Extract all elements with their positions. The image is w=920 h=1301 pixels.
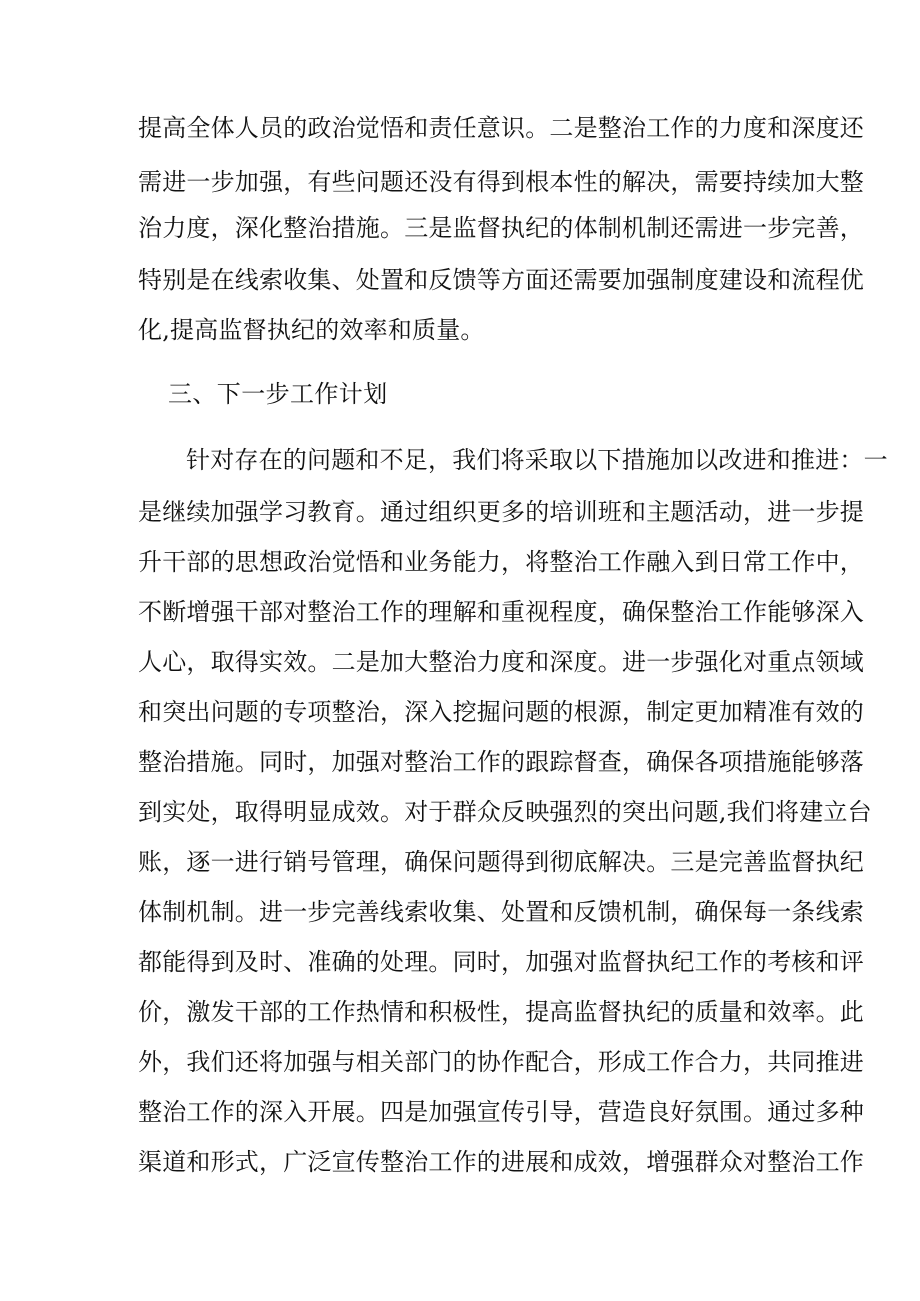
paragraph-1-line-5: 化,提高监督执纪的效率和质量。 (138, 316, 485, 344)
paragraph-1-line-3: 治力度，深化整治措施。三是监督执纪的体制机制还需进一步完善， (138, 214, 864, 242)
paragraph-2-line-12: 价，激发干部的工作热情和积极性，提高监督执纪的质量和效率。此 (138, 998, 864, 1026)
paragraph-2-line-4: 不断增强干部对整治工作的理解和重视程度，确保整治工作能够深入 (138, 598, 864, 626)
paragraph-2-line-5: 人心，取得实效。二是加大整治力度和深度。进一步强化对重点领域 (138, 648, 864, 676)
paragraph-2-line-13: 外，我们还将加强与相关部门的协作配合，形成工作合力，共同推进 (138, 1048, 864, 1076)
paragraph-2-line-9: 账，逐一进行销号管理，确保问题得到彻底解决。三是完善监督执纪 (138, 848, 864, 876)
paragraph-2-line-1: 针对存在的问题和不足，我们将采取以下措施加以改进和推进：一 (186, 446, 888, 474)
paragraph-2-line-15: 渠道和形式，广泛宣传整治工作的进展和成效，增强群众对整治工作 (138, 1148, 864, 1176)
paragraph-1-line-1: 提高全体人员的政治觉悟和责任意识。二是整治工作的力度和深度还 (138, 114, 864, 142)
paragraph-2-line-3: 升干部的思想政治觉悟和业务能力，将整治工作融入到日常工作中， (138, 548, 864, 576)
paragraph-2-line-10: 体制机制。进一步完善线索收集、处置和反馈机制，确保每一条线索 (138, 898, 864, 926)
paragraph-2-line-2: 是继续加强学习教育。通过组织更多的培训班和主题活动，进一步提 (138, 498, 864, 526)
paragraph-1-line-2: 需进一步加强，有些问题还没有得到根本性的解决，需要持续加大整 (138, 168, 864, 196)
section-heading: 三、下一步工作计划 (168, 380, 388, 408)
paragraph-1-line-4: 特别是在线索收集、处置和反馈等方面还需要加强制度建设和流程优 (138, 266, 864, 294)
paragraph-2-line-7: 整治措施。同时，加强对整治工作的跟踪督查，确保各项措施能够落 (138, 748, 864, 776)
paragraph-2-line-14: 整治工作的深入开展。四是加强宣传引导，营造良好氛围。通过多种 (138, 1098, 864, 1126)
paragraph-2-line-11: 都能得到及时、准确的处理。同时，加强对监督执纪工作的考核和评 (138, 948, 864, 976)
paragraph-2-line-8: 到实处，取得明显成效。对于群众反映强烈的突出问题,我们将建立台 (138, 798, 872, 826)
paragraph-2-line-6: 和突出问题的专项整治，深入挖掘问题的根源，制定更加精准有效的 (138, 698, 864, 726)
